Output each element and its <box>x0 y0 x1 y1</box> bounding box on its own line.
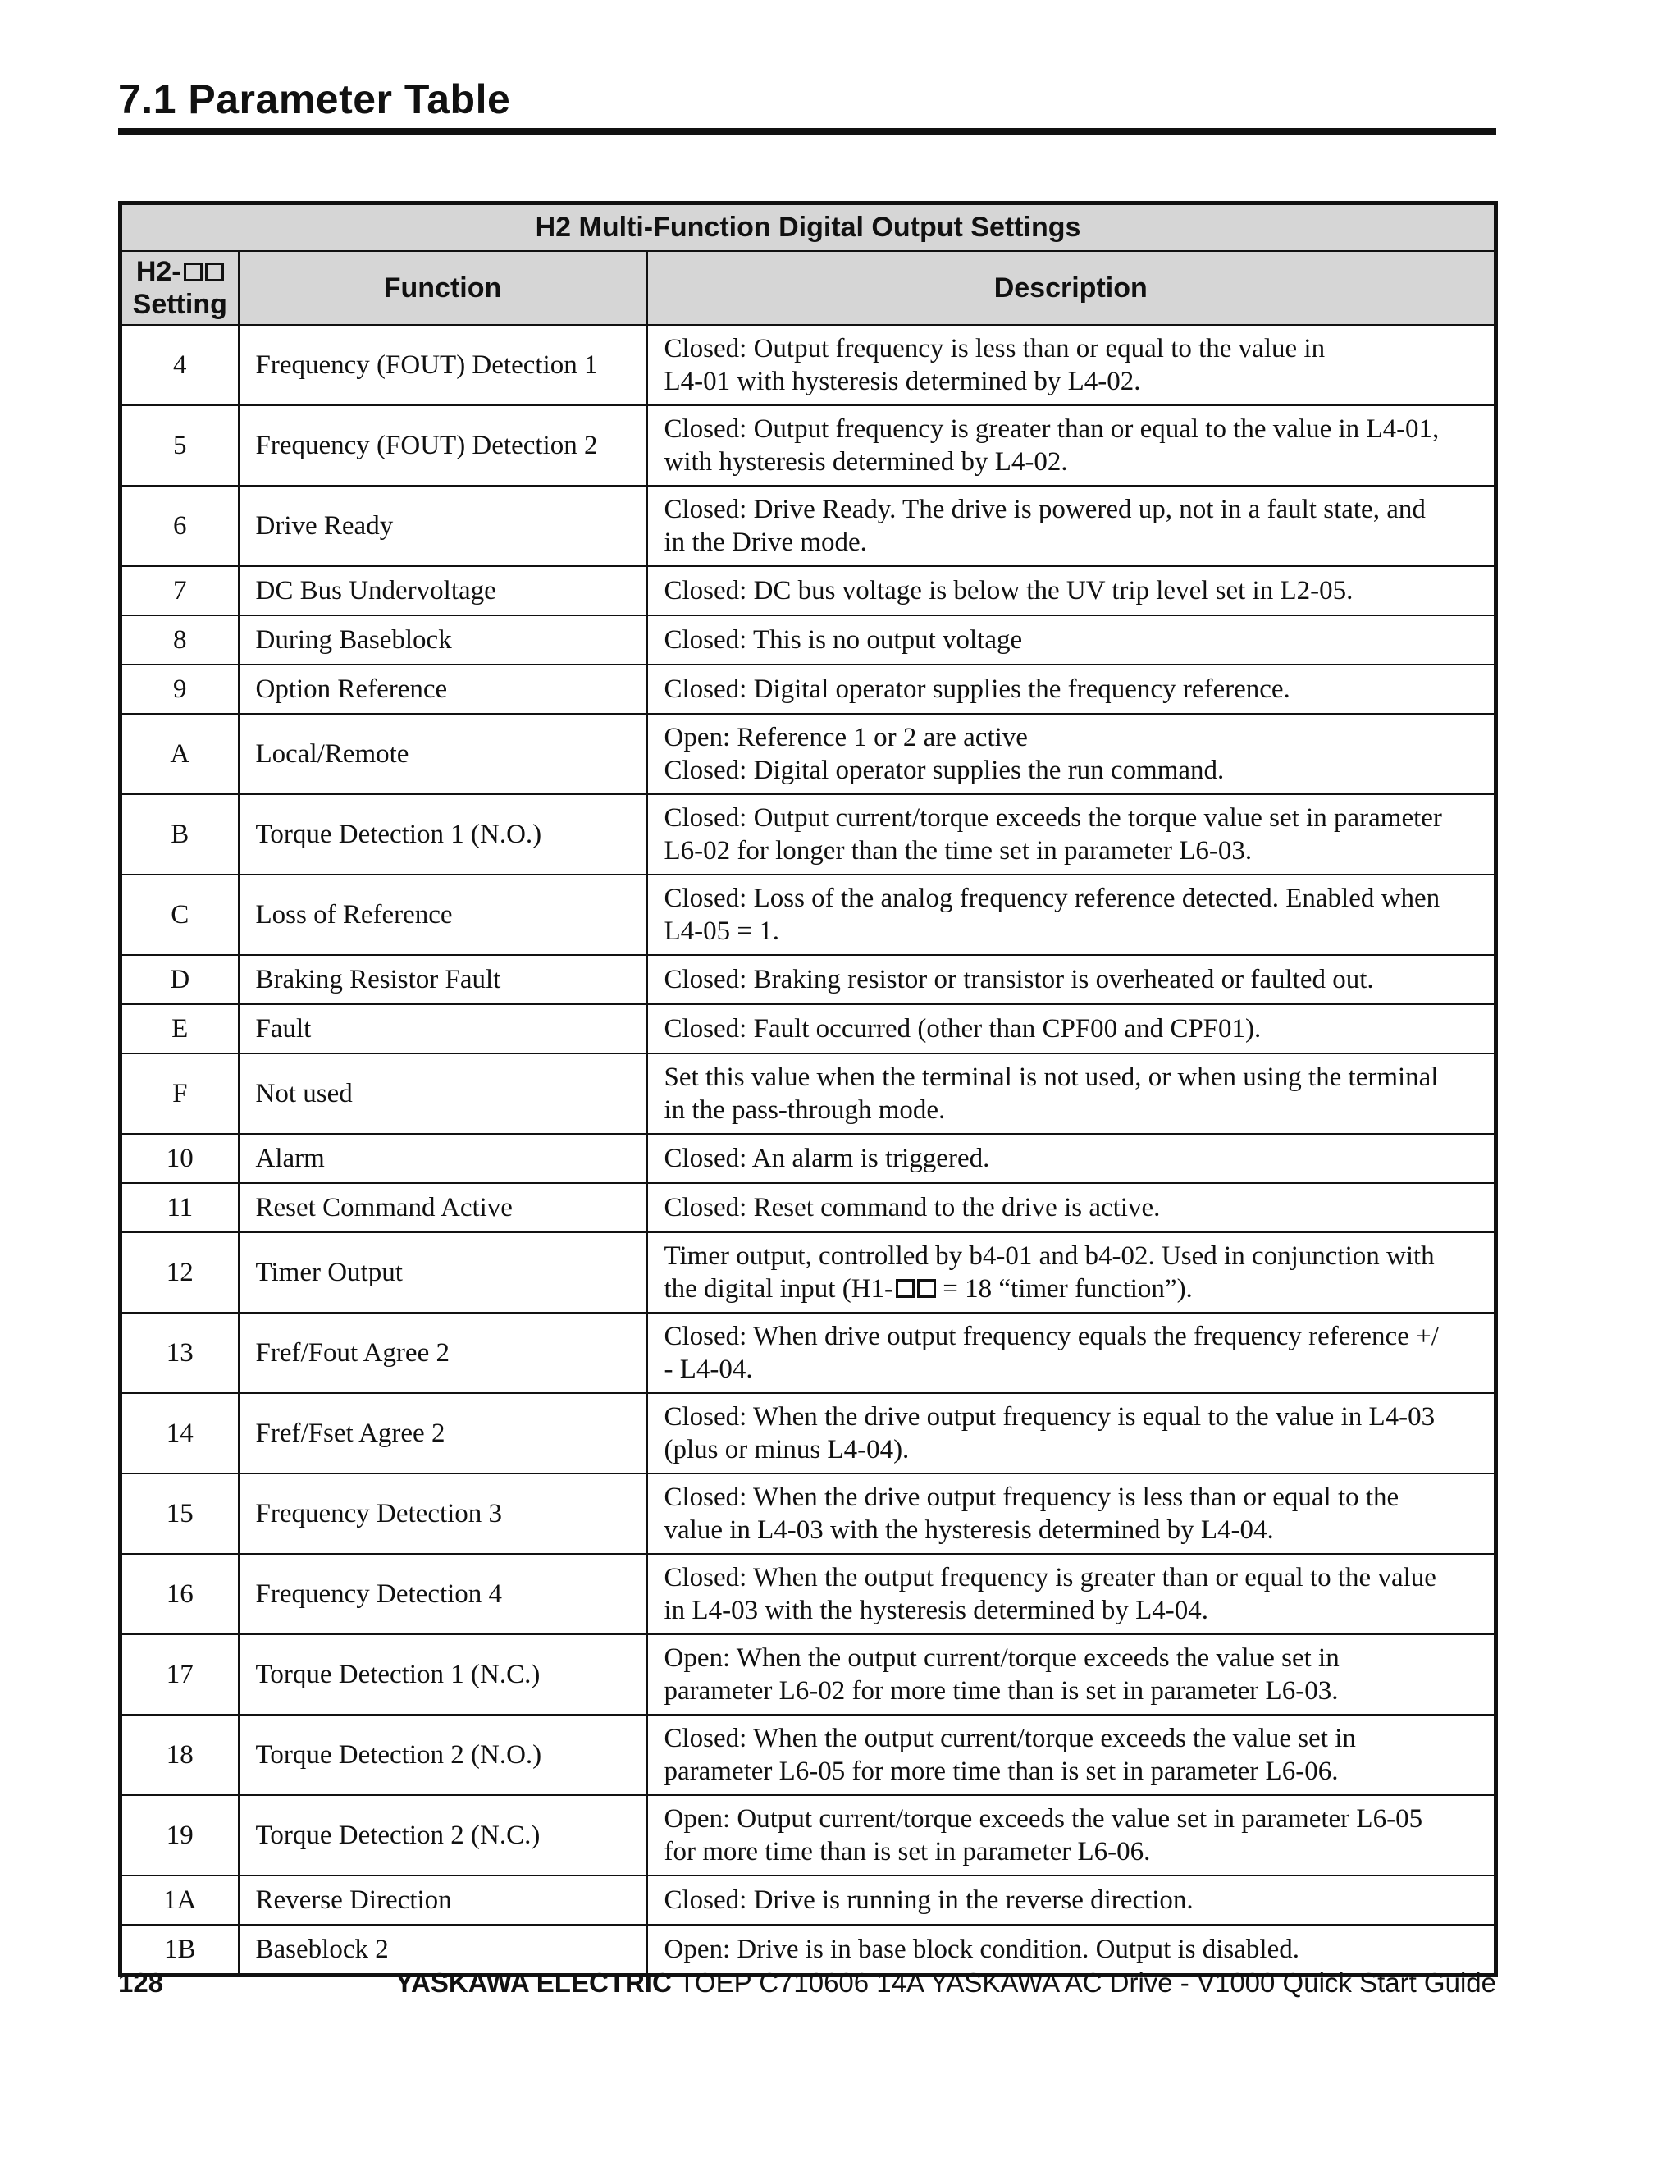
table-row <box>121 325 1496 405</box>
table-row <box>121 1554 1496 1634</box>
table-row <box>121 1715 1496 1795</box>
description-line: Timer output, controlled by b4-01 and b4-02. Used in conjunction with <box>664 1241 1435 1271</box>
description-line: Closed: Digital operator supplies the run command. <box>664 756 1225 785</box>
setting-cell: 8 <box>121 615 239 665</box>
setting-cell: 14 <box>121 1393 239 1474</box>
table-row <box>121 1004 1496 1053</box>
description-line: in L4-03 with the hysteresis determined by L4-04. <box>664 1596 1209 1625</box>
table-row <box>121 1313 1496 1393</box>
function-cell: Fault <box>239 1004 647 1053</box>
function-cell: Braking Resistor Fault <box>239 955 647 1004</box>
description-cell <box>647 1554 1496 1634</box>
description-line: Closed: Digital operator supplies the frequency reference. <box>664 674 1290 704</box>
setting-cell: 17 <box>121 1634 239 1715</box>
description-line: L4-01 with hysteresis determined by L4-02. <box>664 367 1141 396</box>
description-cell <box>647 1876 1496 1925</box>
setting-cell: 1B <box>121 1925 239 1976</box>
description-cell <box>647 1393 1496 1474</box>
description-line: with hysteresis determined by L4-02. <box>664 447 1068 477</box>
header-description: Description <box>647 251 1496 325</box>
header-setting-prefix: H2- <box>135 256 181 287</box>
page-number: 128 <box>118 1967 164 1998</box>
setting-cell: D <box>121 955 239 1004</box>
placeholder-box-icon <box>184 263 203 281</box>
setting-cell: 6 <box>121 486 239 566</box>
description-cell <box>647 615 1496 665</box>
setting-cell: B <box>121 794 239 875</box>
function-cell: Timer Output <box>239 1232 647 1313</box>
setting-cell: 5 <box>121 405 239 486</box>
function-cell: Loss of Reference <box>239 875 647 955</box>
description-cell <box>647 1313 1496 1393</box>
table-row <box>121 405 1496 486</box>
description-line: (plus or minus L4-04). <box>664 1435 910 1464</box>
setting-cell: 19 <box>121 1795 239 1876</box>
footer-doc-text: TOEP C710606 14A YASKAWA AC Drive - V1000 Quick Start Guide <box>671 1967 1496 1998</box>
description-cell <box>647 875 1496 955</box>
setting-cell: 1A <box>121 1876 239 1925</box>
table-row <box>121 1134 1496 1183</box>
function-cell: Frequency (FOUT) Detection 1 <box>239 325 647 405</box>
description-line: in the Drive mode. <box>664 528 867 557</box>
table-row <box>121 1795 1496 1876</box>
description-line: Closed: When the output current/torque exceeds the value set in <box>664 1724 1356 1753</box>
description-cell <box>647 1715 1496 1795</box>
description-cell <box>647 486 1496 566</box>
description-line: Closed: When the output frequency is greater than or equal to the value <box>664 1563 1436 1592</box>
description-line: the digital input (H1- <box>664 1274 894 1304</box>
description-line: Closed: Reset command to the drive is active. <box>664 1193 1161 1222</box>
description-cell <box>647 325 1496 405</box>
function-cell: DC Bus Undervoltage <box>239 566 647 615</box>
function-cell: During Baseblock <box>239 615 647 665</box>
setting-cell: 15 <box>121 1474 239 1554</box>
table-body <box>121 325 1496 1976</box>
setting-cell: C <box>121 875 239 955</box>
table-row <box>121 875 1496 955</box>
description-line: Open: Reference 1 or 2 are active <box>664 723 1028 752</box>
table-row <box>121 714 1496 794</box>
table-row <box>121 486 1496 566</box>
description-line: Closed: When the drive output frequency is equal to the value in L4-03 <box>664 1402 1436 1432</box>
description-cell <box>647 1053 1496 1134</box>
description-line: Closed: When the drive output frequency is less than or equal to the <box>664 1483 1399 1512</box>
function-cell: Torque Detection 1 (N.O.) <box>239 794 647 875</box>
header-function: Function <box>239 251 647 325</box>
table-row <box>121 1393 1496 1474</box>
placeholder-box-icon <box>917 1279 936 1298</box>
description-cell <box>647 405 1496 486</box>
table-caption: H2 Multi-Function Digital Output Settings <box>121 203 1496 252</box>
description-line: Open: When the output current/torque exceeds the value set in <box>664 1643 1340 1673</box>
footer-document-info <box>395 1967 1496 1999</box>
function-cell: Local/Remote <box>239 714 647 794</box>
description-line: Open: Output current/torque exceeds the value set in parameter L6-05 <box>664 1804 1423 1834</box>
description-cell <box>647 955 1496 1004</box>
description-line: parameter L6-05 for more time than is set in parameter L6-06. <box>664 1757 1339 1786</box>
description-cell <box>647 1183 1496 1232</box>
description-line: for more time than is set in parameter L6-06. <box>664 1837 1151 1866</box>
table-row <box>121 955 1496 1004</box>
function-cell: Baseblock 2 <box>239 1925 647 1976</box>
setting-cell: A <box>121 714 239 794</box>
parameter-table <box>118 201 1498 1977</box>
function-cell: Torque Detection 2 (N.O.) <box>239 1715 647 1795</box>
description-line: Closed: When drive output frequency equals the frequency reference +/ <box>664 1322 1439 1351</box>
description-line: Closed: An alarm is triggered. <box>664 1144 990 1173</box>
function-cell: Option Reference <box>239 665 647 714</box>
description-line: parameter L6-02 for more time than is set in parameter L6-03. <box>664 1676 1339 1706</box>
table-row <box>121 1876 1496 1925</box>
setting-cell: E <box>121 1004 239 1053</box>
setting-cell: 10 <box>121 1134 239 1183</box>
header-setting-label: Setting <box>132 289 227 320</box>
header-setting <box>121 251 239 325</box>
section-title: 7.1 Parameter Table <box>118 76 511 122</box>
table-row <box>121 615 1496 665</box>
function-cell: Not used <box>239 1053 647 1134</box>
table-caption-row <box>121 203 1496 252</box>
description-cell <box>647 1474 1496 1554</box>
function-cell: Fref/Fout Agree 2 <box>239 1313 647 1393</box>
description-line: Closed: Output frequency is less than or equal to the value in <box>664 334 1326 363</box>
function-cell: Torque Detection 1 (N.C.) <box>239 1634 647 1715</box>
description-line: Closed: Drive Ready. The drive is powered up, not in a fault state, and <box>664 495 1426 524</box>
setting-cell: 16 <box>121 1554 239 1634</box>
function-cell: Reverse Direction <box>239 1876 647 1925</box>
table-row <box>121 566 1496 615</box>
table-row <box>121 1474 1496 1554</box>
description-line: Closed: This is no output voltage <box>664 625 1023 655</box>
setting-cell: 7 <box>121 566 239 615</box>
description-cell <box>647 1134 1496 1183</box>
description-line: Closed: DC bus voltage is below the UV trip level set in L2-05. <box>664 576 1354 605</box>
function-cell: Alarm <box>239 1134 647 1183</box>
description-line: Closed: Drive is running in the reverse direction. <box>664 1885 1194 1915</box>
description-cell <box>647 566 1496 615</box>
description-line: Set this value when the terminal is not used, or when using the terminal <box>664 1062 1439 1092</box>
title-rule <box>118 128 1496 135</box>
placeholder-box-icon <box>205 263 224 281</box>
function-cell: Frequency (FOUT) Detection 2 <box>239 405 647 486</box>
description-line: Closed: Output current/torque exceeds the torque value set in parameter <box>664 803 1442 833</box>
function-cell: Frequency Detection 4 <box>239 1554 647 1634</box>
description-cell <box>647 1634 1496 1715</box>
function-cell: Fref/Fset Agree 2 <box>239 1393 647 1474</box>
setting-cell: 18 <box>121 1715 239 1795</box>
description-line: Closed: Output frequency is greater than or equal to the value in L4-01, <box>664 414 1440 444</box>
description-line: - L4-04. <box>664 1355 753 1384</box>
description-line: in the pass-through mode. <box>664 1095 946 1125</box>
table-row <box>121 794 1496 875</box>
function-cell: Torque Detection 2 (N.C.) <box>239 1795 647 1876</box>
table-row <box>121 1183 1496 1232</box>
table-row <box>121 1232 1496 1313</box>
setting-cell: 11 <box>121 1183 239 1232</box>
description-cell <box>647 714 1496 794</box>
table-header-row <box>121 251 1496 325</box>
description-line: L4-05 = 1. <box>664 916 780 946</box>
description-line: L6-02 for longer than the time set in parameter L6-03. <box>664 836 1253 866</box>
description-line: value in L4-03 with the hysteresis determined by L4-04. <box>664 1515 1274 1545</box>
setting-cell: F <box>121 1053 239 1134</box>
setting-cell: 13 <box>121 1313 239 1393</box>
setting-cell: 12 <box>121 1232 239 1313</box>
description-line: Open: Drive is in base block condition. Output is disabled. <box>664 1935 1299 1964</box>
description-cell <box>647 794 1496 875</box>
table-row <box>121 665 1496 714</box>
footer-brand: YASKAWA ELECTRIC <box>395 1967 672 1998</box>
function-cell: Reset Command Active <box>239 1183 647 1232</box>
placeholder-box-icon <box>896 1279 915 1298</box>
description-cell <box>647 1232 1496 1313</box>
function-cell: Drive Ready <box>239 486 647 566</box>
function-cell: Frequency Detection 3 <box>239 1474 647 1554</box>
description-cell <box>647 1795 1496 1876</box>
description-line: Closed: Braking resistor or transistor is overheated or faulted out. <box>664 965 1374 994</box>
description-line-tail: = 18 “timer function”). <box>936 1274 1193 1304</box>
setting-cell: 4 <box>121 325 239 405</box>
table-row <box>121 1634 1496 1715</box>
description-cell <box>647 1004 1496 1053</box>
description-line: Closed: Fault occurred (other than CPF00 and CPF01). <box>664 1014 1262 1044</box>
table-row <box>121 1053 1496 1134</box>
description-cell <box>647 665 1496 714</box>
setting-cell: 9 <box>121 665 239 714</box>
description-line: Closed: Loss of the analog frequency reference detected. Enabled when <box>664 884 1440 913</box>
